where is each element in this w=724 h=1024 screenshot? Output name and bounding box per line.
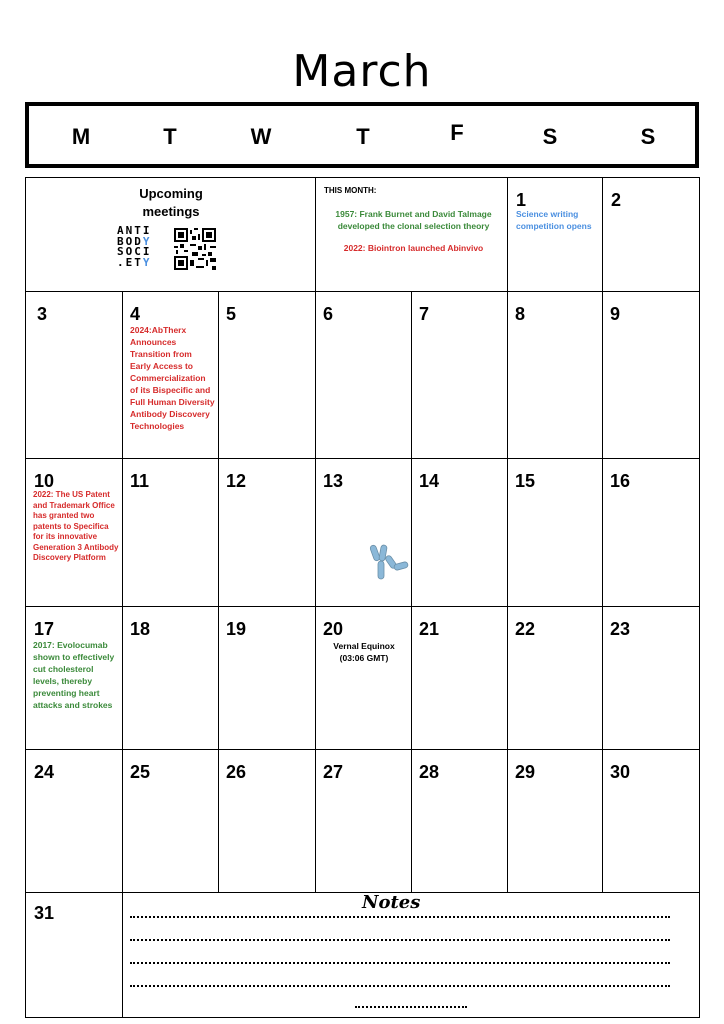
day-number: 29 [515, 762, 536, 782]
day-number: 22 [515, 619, 536, 639]
day-number: 7 [419, 304, 430, 324]
day-cell-6[interactable] [316, 292, 412, 459]
day-cell-26[interactable] [219, 750, 316, 893]
weekday-sat: S [542, 124, 558, 149]
day-number: 16 [610, 471, 631, 491]
weekday-header [25, 102, 699, 168]
day-cell-20[interactable] [316, 607, 412, 750]
day-number: 25 [130, 762, 151, 782]
day-cell-30[interactable] [603, 750, 700, 893]
day-number: 13 [323, 471, 344, 491]
day-number: 28 [419, 762, 440, 782]
weekday-fri: F [450, 120, 464, 145]
qr-code-icon[interactable] [174, 228, 216, 270]
day-cell-31[interactable] [26, 893, 123, 1017]
day-event-line-1: Vernal Equinox [333, 641, 395, 651]
day-event: 2022: The US Patent and Trademark Office has granted two patents to Specifica for its innovative Generation 3 Antibody Discovery Platform [33, 490, 119, 562]
this-month-label: THIS MONTH: [324, 186, 377, 195]
day-number: 9 [610, 304, 621, 324]
day-cell-1[interactable] [508, 178, 603, 292]
day-event: 2017: Evolocumab shown to effectively cut cholesterol levels, thereby preventing heart attacks and strokes [33, 640, 115, 710]
day-cell-10[interactable] [26, 459, 123, 607]
day-event: Science writing competition opens [516, 209, 592, 231]
day-number: 24 [34, 762, 55, 782]
this-month-event-1957: 1957: Frank Burnet and David Talmage developed the clonal selection theory [335, 209, 492, 231]
day-cell-27[interactable] [316, 750, 412, 893]
day-cell-14[interactable] [412, 459, 508, 607]
notes-line-3[interactable] [130, 962, 670, 964]
day-number: 8 [515, 304, 526, 324]
day-cell-9[interactable] [603, 292, 700, 459]
notes-line-2[interactable] [130, 939, 670, 941]
day-cell-15[interactable] [508, 459, 603, 607]
notes-line-5[interactable] [355, 1006, 467, 1008]
day-cell-29[interactable] [508, 750, 603, 893]
day-number: 27 [323, 762, 344, 782]
day-cell-21[interactable] [412, 607, 508, 750]
day-number: 6 [323, 304, 334, 324]
day-cell-4[interactable] [123, 292, 219, 459]
day-number: 21 [419, 619, 440, 639]
day-number: 19 [226, 619, 247, 639]
this-month-cell [316, 178, 508, 292]
day-cell-5[interactable] [219, 292, 316, 459]
notes-title: Notes [362, 892, 421, 913]
day-event: 2024:AbTherx Announces Transition from Early Access to Commercialization of its Bispecific and Full Human Diversity Antibody Discovery Technologies [130, 325, 215, 431]
day-number: 23 [610, 619, 631, 639]
day-cell-12[interactable] [219, 459, 316, 607]
day-number: 17 [34, 619, 55, 639]
day-cell-24[interactable] [26, 750, 123, 893]
day-number: 12 [226, 471, 247, 491]
day-number: 1 [516, 190, 527, 210]
weekday-thu: T [356, 124, 370, 149]
day-cell-7[interactable] [412, 292, 508, 459]
day-number: 15 [515, 471, 536, 491]
day-number: 10 [34, 471, 55, 491]
day-cell-3[interactable] [26, 292, 123, 459]
notes-line-1[interactable] [130, 916, 670, 918]
day-number: 18 [130, 619, 151, 639]
weekday-mon: M [71, 124, 91, 149]
day-cell-2[interactable] [603, 178, 700, 292]
day-number: 31 [34, 903, 55, 923]
day-cell-17[interactable] [26, 607, 123, 750]
day-cell-23[interactable] [603, 607, 700, 750]
day-number: 2 [611, 190, 622, 210]
antibody-icon [364, 543, 414, 583]
day-number: 3 [37, 304, 48, 324]
month-title: March [292, 46, 432, 97]
day-cell-28[interactable] [412, 750, 508, 893]
day-number: 5 [226, 304, 237, 324]
day-cell-18[interactable] [123, 607, 219, 750]
weekday-wed: W [250, 124, 272, 149]
day-event-line-2: (03:06 GMT) [339, 653, 389, 663]
day-cell-16[interactable] [603, 459, 700, 607]
day-number: 11 [130, 471, 150, 491]
day-cell-11[interactable] [123, 459, 219, 607]
day-number: 20 [323, 619, 344, 639]
this-month-event-2022: 2022: Biointron launched Abinvivo [343, 243, 484, 253]
day-cell-8[interactable] [508, 292, 603, 459]
upcoming-meetings-cell [26, 178, 316, 292]
weekday-sun: S [640, 124, 656, 149]
day-cell-19[interactable] [219, 607, 316, 750]
day-number: 26 [226, 762, 247, 782]
day-cell-25[interactable] [123, 750, 219, 893]
upcoming-meetings-title: Upcoming meetings [139, 186, 203, 219]
weekday-tue: T [163, 124, 177, 149]
day-cell-22[interactable] [508, 607, 603, 750]
day-number: 14 [419, 471, 440, 491]
day-number: 30 [610, 762, 631, 782]
day-cell-13[interactable] [316, 459, 412, 607]
day-number: 4 [130, 304, 141, 324]
antibody-society-logo: ANTI BODY SOCI .ETY [117, 224, 152, 269]
notes-line-4[interactable] [130, 985, 670, 987]
